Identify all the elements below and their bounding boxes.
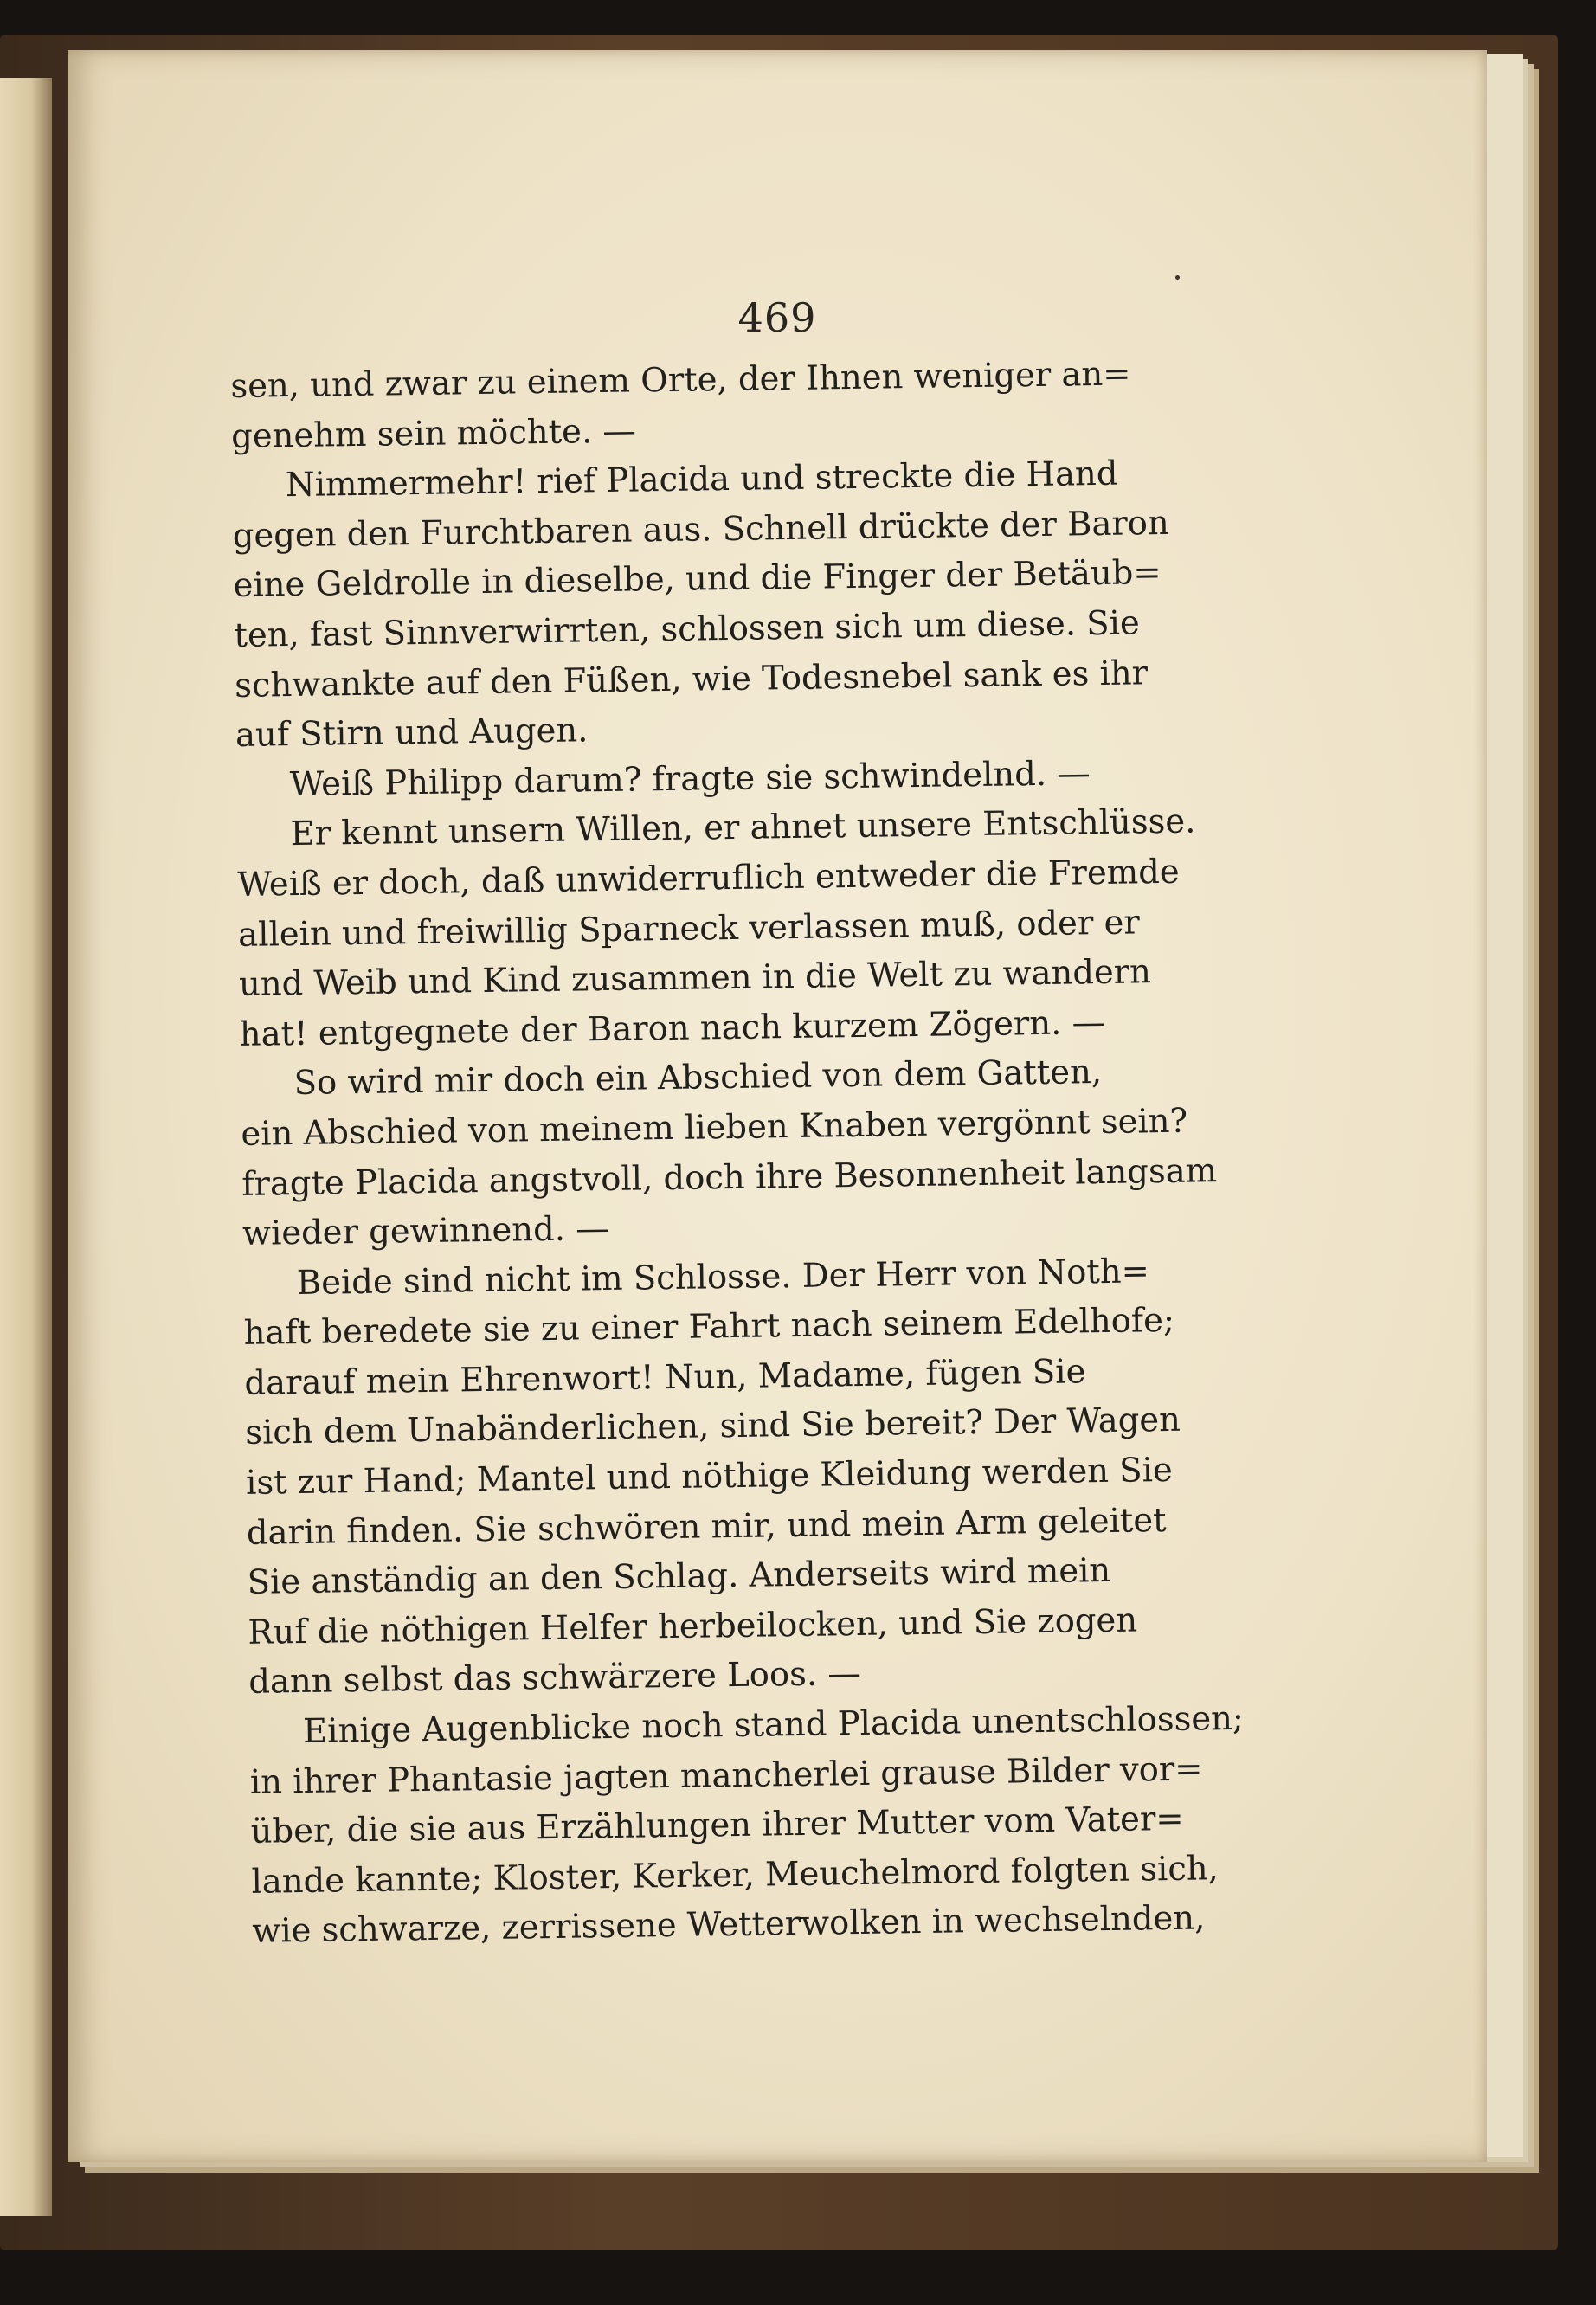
text-line: haft beredete sie zu einer Fahrt nach seinem Edelhofe;: [243, 1301, 1175, 1354]
text-line: Nimmermehr! rief Placida und streckte die Hand: [285, 454, 1118, 505]
text-line: sen, und zwar zu einem Orte, der Ihnen weniger an=: [230, 354, 1131, 406]
text-line: So wird mir doch ein Abschied von dem Gatten,: [293, 1053, 1103, 1104]
text-line: wieder gewinnend. —: [241, 1209, 609, 1253]
text-line: lande kannte; Kloster, Kerker, Meuchelmord folgten sich,: [251, 1849, 1220, 1902]
text-line: Einige Augenblicke noch stand Placida unentschlossen;: [302, 1698, 1245, 1752]
text-line: Weiß er doch, daß unwiderruflich entweder die Fremde: [237, 852, 1180, 905]
previous-page-edge: [0, 78, 52, 2216]
text-line: ein Abschied von meinem lieben Knaben vergönnt sein?: [241, 1101, 1188, 1154]
page-number: 469: [737, 294, 817, 341]
text-line: allein und freiwillig Sparneck verlassen muß, oder er: [237, 902, 1141, 955]
text-line: ten, fast Sinnverwirrten, schlossen sich um diese. Sie: [234, 603, 1141, 655]
text-line: darauf mein Ehrenwort! Nun, Madame, fügen Sie: [244, 1352, 1086, 1403]
text-line: darin finden. Sie schwören mir, und mein Arm geleitet: [246, 1500, 1167, 1553]
text-line: auf Stirn und Augen.: [235, 711, 589, 756]
text-line: dann selbst das schwärzere Loos. —: [248, 1654, 862, 1703]
page-text-block: [230, 346, 1369, 1957]
text-line: Beide sind nicht im Schlosse. Der Herr von Noth=: [296, 1251, 1150, 1303]
text-line: sich dem Unabänderlichen, sind Sie bereit? Der Wagen: [244, 1400, 1181, 1453]
ink-speck: [1175, 275, 1180, 280]
text-line: Sie anständig an den Schlag. Anderseits wird mein: [247, 1551, 1111, 1603]
text-line: eine Geldrolle in dieselbe, und die Finger der Betäub=: [233, 553, 1162, 606]
text-line: schwankte auf den Füßen, wie Todesnebel sank es ihr: [234, 653, 1149, 705]
text-line: Weiß Philipp darum? fragte sie schwindelnd. —: [289, 753, 1091, 804]
text-line: über, die sie aus Erzählungen ihrer Mutter vom Vater=: [250, 1800, 1184, 1852]
text-line: Er kennt unsern Willen, er ahnet unsere Entschlüsse.: [290, 802, 1196, 854]
text-line: Ruf die nöthigen Helfer herbeilocken, und Sie zogen: [248, 1600, 1138, 1652]
text-line: hat! entgegnete der Baron nach kurzem Zögern. —: [239, 1002, 1106, 1054]
book-page: [68, 50, 1487, 2162]
text-line: ist zur Hand; Mantel und nöthige Kleidung werden Sie: [245, 1450, 1174, 1503]
text-line: in ihrer Phantasie jagten mancherlei grause Bilder vor=: [249, 1749, 1203, 1802]
text-line: und Weib und Kind zusammen in die Welt zu wandern: [238, 952, 1152, 1005]
text-line: wie schwarze, zerrissene Wetterwolken in wechselnden,: [252, 1898, 1206, 1952]
text-line: fragte Placida angstvoll, doch ihre Besonnenheit langsam: [241, 1150, 1218, 1204]
text-line: genehm sein möchte. —: [230, 411, 637, 456]
text-line: gegen den Furchtbaren aus. Schnell drückte der Baron: [232, 503, 1170, 556]
